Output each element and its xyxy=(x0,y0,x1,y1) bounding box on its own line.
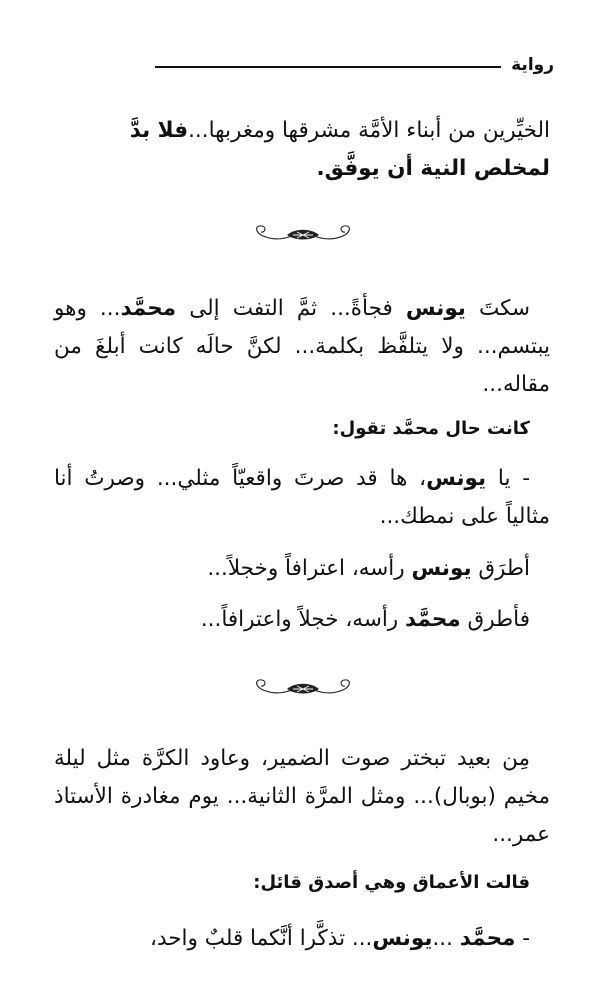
paragraph-6: مِن بعيد تبختر صوت الضمير، وعاود الكرَّة مثل ليلة مخيم (بوبال)... ومثل المرَّة الثانية... يوم مغادرة الأستاذ عمر... xyxy=(54,746,550,847)
paragraph-1-line2: لمخلص النية أن يوفَّق. xyxy=(316,156,550,181)
p4-text-2: رأسه، اعترافاً وخجلاً... xyxy=(207,556,412,581)
paragraph-1 xyxy=(54,112,550,188)
paragraph-2 xyxy=(54,290,550,404)
p4-text-1: أطرَق xyxy=(471,556,530,581)
p4-name-yunus: يونس xyxy=(411,556,472,581)
p3-text-1: - يا xyxy=(486,466,530,491)
p2-name-yunus: يونس xyxy=(405,296,466,321)
paragraph-3 xyxy=(54,460,550,536)
p3-name-yunus: يونس xyxy=(426,466,487,491)
p2-text-2: فجأةً... ثمَّ التفت إلى xyxy=(176,296,406,321)
header-title: رواية xyxy=(511,55,554,75)
p2-text-3: ... وهو يبتسم... ولا يتلفَّظ بكلمة... لكنَّ حالَه كانت أبلغَ من مقاله... xyxy=(54,296,550,397)
ornament-divider-icon xyxy=(253,222,353,248)
p7-name-muhammad: محمَّد xyxy=(459,926,516,951)
p5-name-muhammad: محمَّد xyxy=(405,607,461,632)
p2-name-muhammad: محمَّد xyxy=(120,296,177,321)
running-header xyxy=(155,55,554,75)
p7-text-3: ... تذكَّرا أنَّكما قلبٌ واحد، xyxy=(150,926,373,951)
ornament-divider-icon xyxy=(253,676,353,702)
paragraph-4 xyxy=(54,550,550,588)
p2-text-1: سكتَ xyxy=(465,296,530,321)
p5-text-2: رأسه، خجلاً واعترافاً... xyxy=(200,607,406,632)
p3-text-2: ، ها قد صرتَ واقعيّاً مثلي... وصرتُ أنا مثالياً على نمطك... xyxy=(54,466,550,529)
label-1: كانت حال محمَّد تقول: xyxy=(332,418,530,439)
label-2: قالت الأعماق وهي أصدق قائل: xyxy=(253,872,530,893)
p7-text-2: ... xyxy=(432,926,460,951)
paragraph-7 xyxy=(54,920,550,958)
paragraph-5 xyxy=(54,601,550,639)
p5-text-1: فأطرق xyxy=(460,607,530,632)
paragraph-1-bold: فلا بدَّ xyxy=(129,118,189,143)
p7-name-yunus: يونس xyxy=(372,926,433,951)
p7-text-1: - xyxy=(515,926,530,951)
paragraph-1-line1: الخيِّرين من أبناء الأمَّة مشرقها ومغربها... xyxy=(188,118,550,143)
header-rule xyxy=(155,66,501,68)
